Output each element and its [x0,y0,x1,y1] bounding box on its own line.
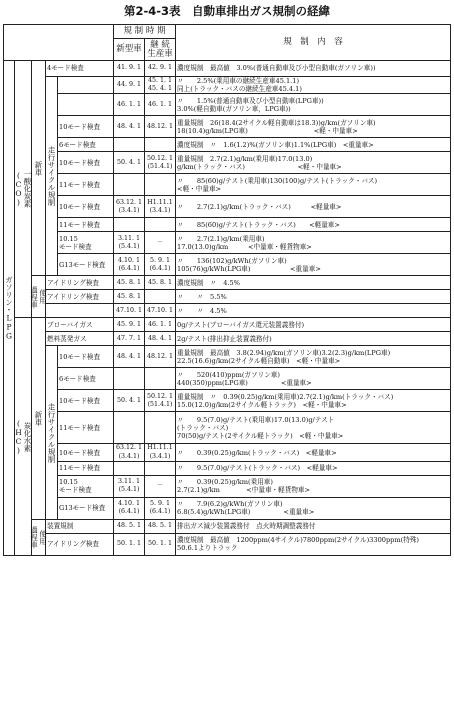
test-cell: 10モード検査 [58,196,114,218]
test-cell: 6モード検査 [58,368,114,390]
table-row [4,94,451,116]
continuing-date: 50. 1. 1 [145,533,176,555]
regulation-content: 〃 85(60)g/テスト(トラック・バス) <軽量車> [176,218,451,232]
continuing-date: 45. 1. 1 45. 4. 1 [145,77,176,94]
continuing-date: 5. 9. 1 (6.4.1) [145,497,176,519]
regulation-content: 〃 1.5%(普通自動車及び小型自動車(LPG車)) 3.0%(軽自動車(ガソリン車，LPG車)) [176,94,451,116]
continuing-date: 42. 9. 1 [145,61,176,77]
new-model-date: 4.10. 1 (6.4.1) [114,254,145,276]
continuing-date [145,174,176,196]
continuing-date: 50.12. 1 (51.4.1) [145,390,176,412]
continuing-date [145,290,176,304]
new-model-date: 63.12. 1 (3.4.1) [114,196,145,218]
test-cell: ブローバイガス [46,318,114,332]
test-cell: 11モード検査 [58,461,114,475]
fuel-type-label: ガソリン・LPG [4,61,15,556]
regulation-content: 〃 9.5(7.0)g/テスト(トラック・バス) <軽量車> [176,461,451,475]
test-cell: 10モード検査 [58,152,114,174]
test-cell [58,94,114,116]
table-row [4,218,451,232]
regulation-content: 〃 7.9(6.2)g/kWh(ガソリン車) 6.8(5.4)g/kWh(LPG車) <重量車> [176,497,451,519]
continuing-date: 45. 8. 1 [145,276,176,290]
category-new: 新車 [32,61,46,276]
pollutant-co: 一酸化炭素 (CO) [15,61,32,318]
continuing-date: H1.11.1 (3.4.1) [145,444,176,461]
new-model-date [114,138,145,152]
regulation-content: 重量規制 〃 0.39(0.25)g/km(乗用車)2.7(2.1)g/km(トラック・バス) 15.0(12.0)g/km(2サイクル軽トラック) <軽・中量車> [176,390,451,412]
new-model-date: 50. 4. 1 [114,152,145,174]
new-model-date: 3.11. 1 (5.4.1) [114,475,145,497]
regulation-content: 2g/テスト(排出抑止装置義務付) [176,332,451,346]
continuing-date: 48. 5. 1 [145,519,176,533]
new-model-date: 4.10. 1 (6.4.1) [114,497,145,519]
header-timing: 規 制 時 期 [114,25,176,39]
table-row [4,304,451,318]
test-cell: 4モード検査 [46,61,114,77]
table-row [4,77,451,94]
header-new-model: 新型車 [114,39,145,61]
continuing-date: 48. 4. 1 [145,332,176,346]
continuing-date: － [145,475,176,497]
table-row [4,61,451,77]
running-cycle-label: 走行サイクル規制 [46,77,58,276]
table-row [4,346,451,368]
continuing-date: 46. 1. 1 [145,94,176,116]
continuing-date [145,368,176,390]
new-model-date: 3.11. 1 (5.4.1) [114,232,145,254]
regulation-content: 〃 9.5(7.0)g/テスト(乗用車)17.0(13.0)g/テスト (トラック・バス) 70(50)g/テスト(2サイクル軽トラック) <軽・中量車> [176,412,451,444]
test-cell: G13モード検査 [58,497,114,519]
table-row [4,412,451,444]
new-model-date: 45. 8. 1 [114,290,145,304]
regulation-content: 〃 520(410)ppm(ガソリン車) 440(350)ppm(LPG車) <重量車> [176,368,451,390]
regulation-table [3,24,451,556]
continuing-date [145,138,176,152]
table-row [4,519,451,533]
regulation-content: 重量規制 26(18.4(2サイクル軽自動車は18.3))g/km(ガソリン車) 18(10.4)g/km(LPG車) <軽・中量車> [176,116,451,138]
new-model-date: 41. 9. 1 [114,61,145,77]
continuing-date [145,218,176,232]
category-used: 使用 過程車 [32,519,46,555]
continuing-date [145,412,176,444]
continuing-date: － [145,232,176,254]
test-cell: 10.15 モード検査 [58,232,114,254]
test-cell: 10モード検査 [58,116,114,138]
category-used: 使用 過程車 [32,276,46,318]
table-row [4,25,451,39]
new-model-date [114,368,145,390]
continuing-date: 50.12. 1 (51.4.1) [145,152,176,174]
table-title: 第2-4-3表 自動車排出ガス規制の経緯 [123,4,331,18]
table-row [4,368,451,390]
continuing-date: 48.12. 1 [145,116,176,138]
regulation-content: 〃 〃 5.5% [176,290,451,304]
header-content: 規 制 内 容 [176,25,451,61]
test-cell: 燃料蒸発ガス [46,332,114,346]
table-row [4,318,451,332]
new-model-date [114,412,145,444]
test-cell [58,77,114,94]
new-model-date: 48. 5. 1 [114,519,145,533]
regulation-content: 濃度規制 〃 4.5% [176,276,451,290]
new-model-date: 48. 4. 1 [114,346,145,368]
table-row [4,232,451,254]
test-cell: 10モード検査 [58,346,114,368]
table-row [4,290,451,304]
regulation-content: 〃 136(102)g/kWh(ガソリン車) 105(76)g/kWh(LPG車) <重量車> [176,254,451,276]
table-row [4,138,451,152]
test-cell: アイドリング検査 [46,290,114,304]
test-cell: 11モード検査 [58,218,114,232]
regulation-content: 0g/テスト(ブローバイガス還元装置義務付) [176,318,451,332]
new-model-date [114,461,145,475]
continuing-date: 47.10. 1 [145,304,176,318]
new-model-date: 45. 8. 1 [114,276,145,290]
header-continuing: 継 続 生産車 [145,39,176,61]
regulation-content: 〃 2.7(2.1)g/km(乗用車) 17.0(13.0)g/km <中量車・軽貨物車> [176,232,451,254]
test-cell: 10モード検査 [58,444,114,461]
continuing-date: H1.11.1 (3.4.1) [145,196,176,218]
table-row [4,174,451,196]
new-model-date [114,174,145,196]
test-cell: アイドリング検査 [46,533,114,555]
test-cell [46,304,114,318]
regulation-content: 濃度規制 最高値 1200ppm(4サイクル)7800ppm(2サイクル)3300ppm(特殊) 50.6.1よりトラック [176,533,451,555]
table-row [4,254,451,276]
regulation-content: 〃 〃 4.5% [176,304,451,318]
new-model-date: 63.12. 1 (3.4.1) [114,444,145,461]
header-blank [4,25,114,61]
regulation-content: 〃 2.5%(乗用車の継続生産車45.1.1) 同上(トラック・バスの継続生産車45.4.1) [176,77,451,94]
test-cell: G13モード検査 [58,254,114,276]
new-model-date: 46. 1. 1 [114,94,145,116]
regulation-content: 〃 0.39(0.25)g/km(乗用車) 2.7(2.1)g/km <中量車・軽貨物車> [176,475,451,497]
new-model-date: 48. 4. 1 [114,116,145,138]
table-row [4,152,451,174]
new-model-date: 47.10. 1 [114,304,145,318]
continuing-date: 5. 9. 1 (6.4.1) [145,254,176,276]
regulation-content: 〃 0.39(0.25)g/km(トラック・バス) <軽量車> [176,444,451,461]
continuing-date: 46. 1. 1 [145,318,176,332]
regulation-content: 〃 2.7(2.1)g/km(トラック・バス) <軽量車> [176,196,451,218]
test-cell: 11モード検査 [58,174,114,196]
regulation-content: 重量規制 2.7(2.1)g/km(乗用車)17.0(13.0) g/km(トラック・バス) <軽・中量車> [176,152,451,174]
test-cell: 10.15 モード検査 [58,475,114,497]
table-row [4,116,451,138]
table-row [4,332,451,346]
regulation-content: 濃度規制 最高値 3.0%(普通自動車及び小型自動車(ガソリン車)) [176,61,451,77]
running-cycle-label: 走行サイクル規制 [46,346,58,519]
regulation-content: 排出ガス減少装置義務付 点火時期調整義務付 [176,519,451,533]
pollutant-hc: 炭化水素 (HC) [15,318,32,555]
category-new: 新車 [32,318,46,519]
new-model-date: 50. 1. 1 [114,533,145,555]
new-model-date [114,218,145,232]
regulation-content: 濃度規制 〃 1.6(1.2)%(ガソリン車)1.1%(LPG車) <重量車> [176,138,451,152]
continuing-date [145,461,176,475]
table-row [4,276,451,290]
continuing-date: 48.12. 1 [145,346,176,368]
new-model-date: 50. 4. 1 [114,390,145,412]
table-row [4,497,451,519]
table-row [4,196,451,218]
table-row [4,475,451,497]
test-cell: アイドリング検査 [46,276,114,290]
test-cell: 11モード検査 [58,412,114,444]
new-model-date: 45. 9. 1 [114,318,145,332]
test-cell: 10モード検査 [58,390,114,412]
test-cell: 6モード検査 [58,138,114,152]
new-model-date: 47. 7. 1 [114,332,145,346]
regulation-content: 重量規制 最高値 3.8(2.94)g/km(ガソリン車)3.2(2.3)g/km(LPG車) 22.5(16.6)g/km(2サイクル軽自動車) <軽・中量車> [176,346,451,368]
test-cell: 装置規制 [46,519,114,533]
new-model-date: 44. 9. 1 [114,77,145,94]
regulation-content: 〃 85(60)g/テスト(乗用車)130(100)g/テスト(トラック・バス) <軽・中量車> [176,174,451,196]
table-row [4,533,451,555]
table-row [4,390,451,412]
table-row [4,444,451,461]
table-row [4,461,451,475]
